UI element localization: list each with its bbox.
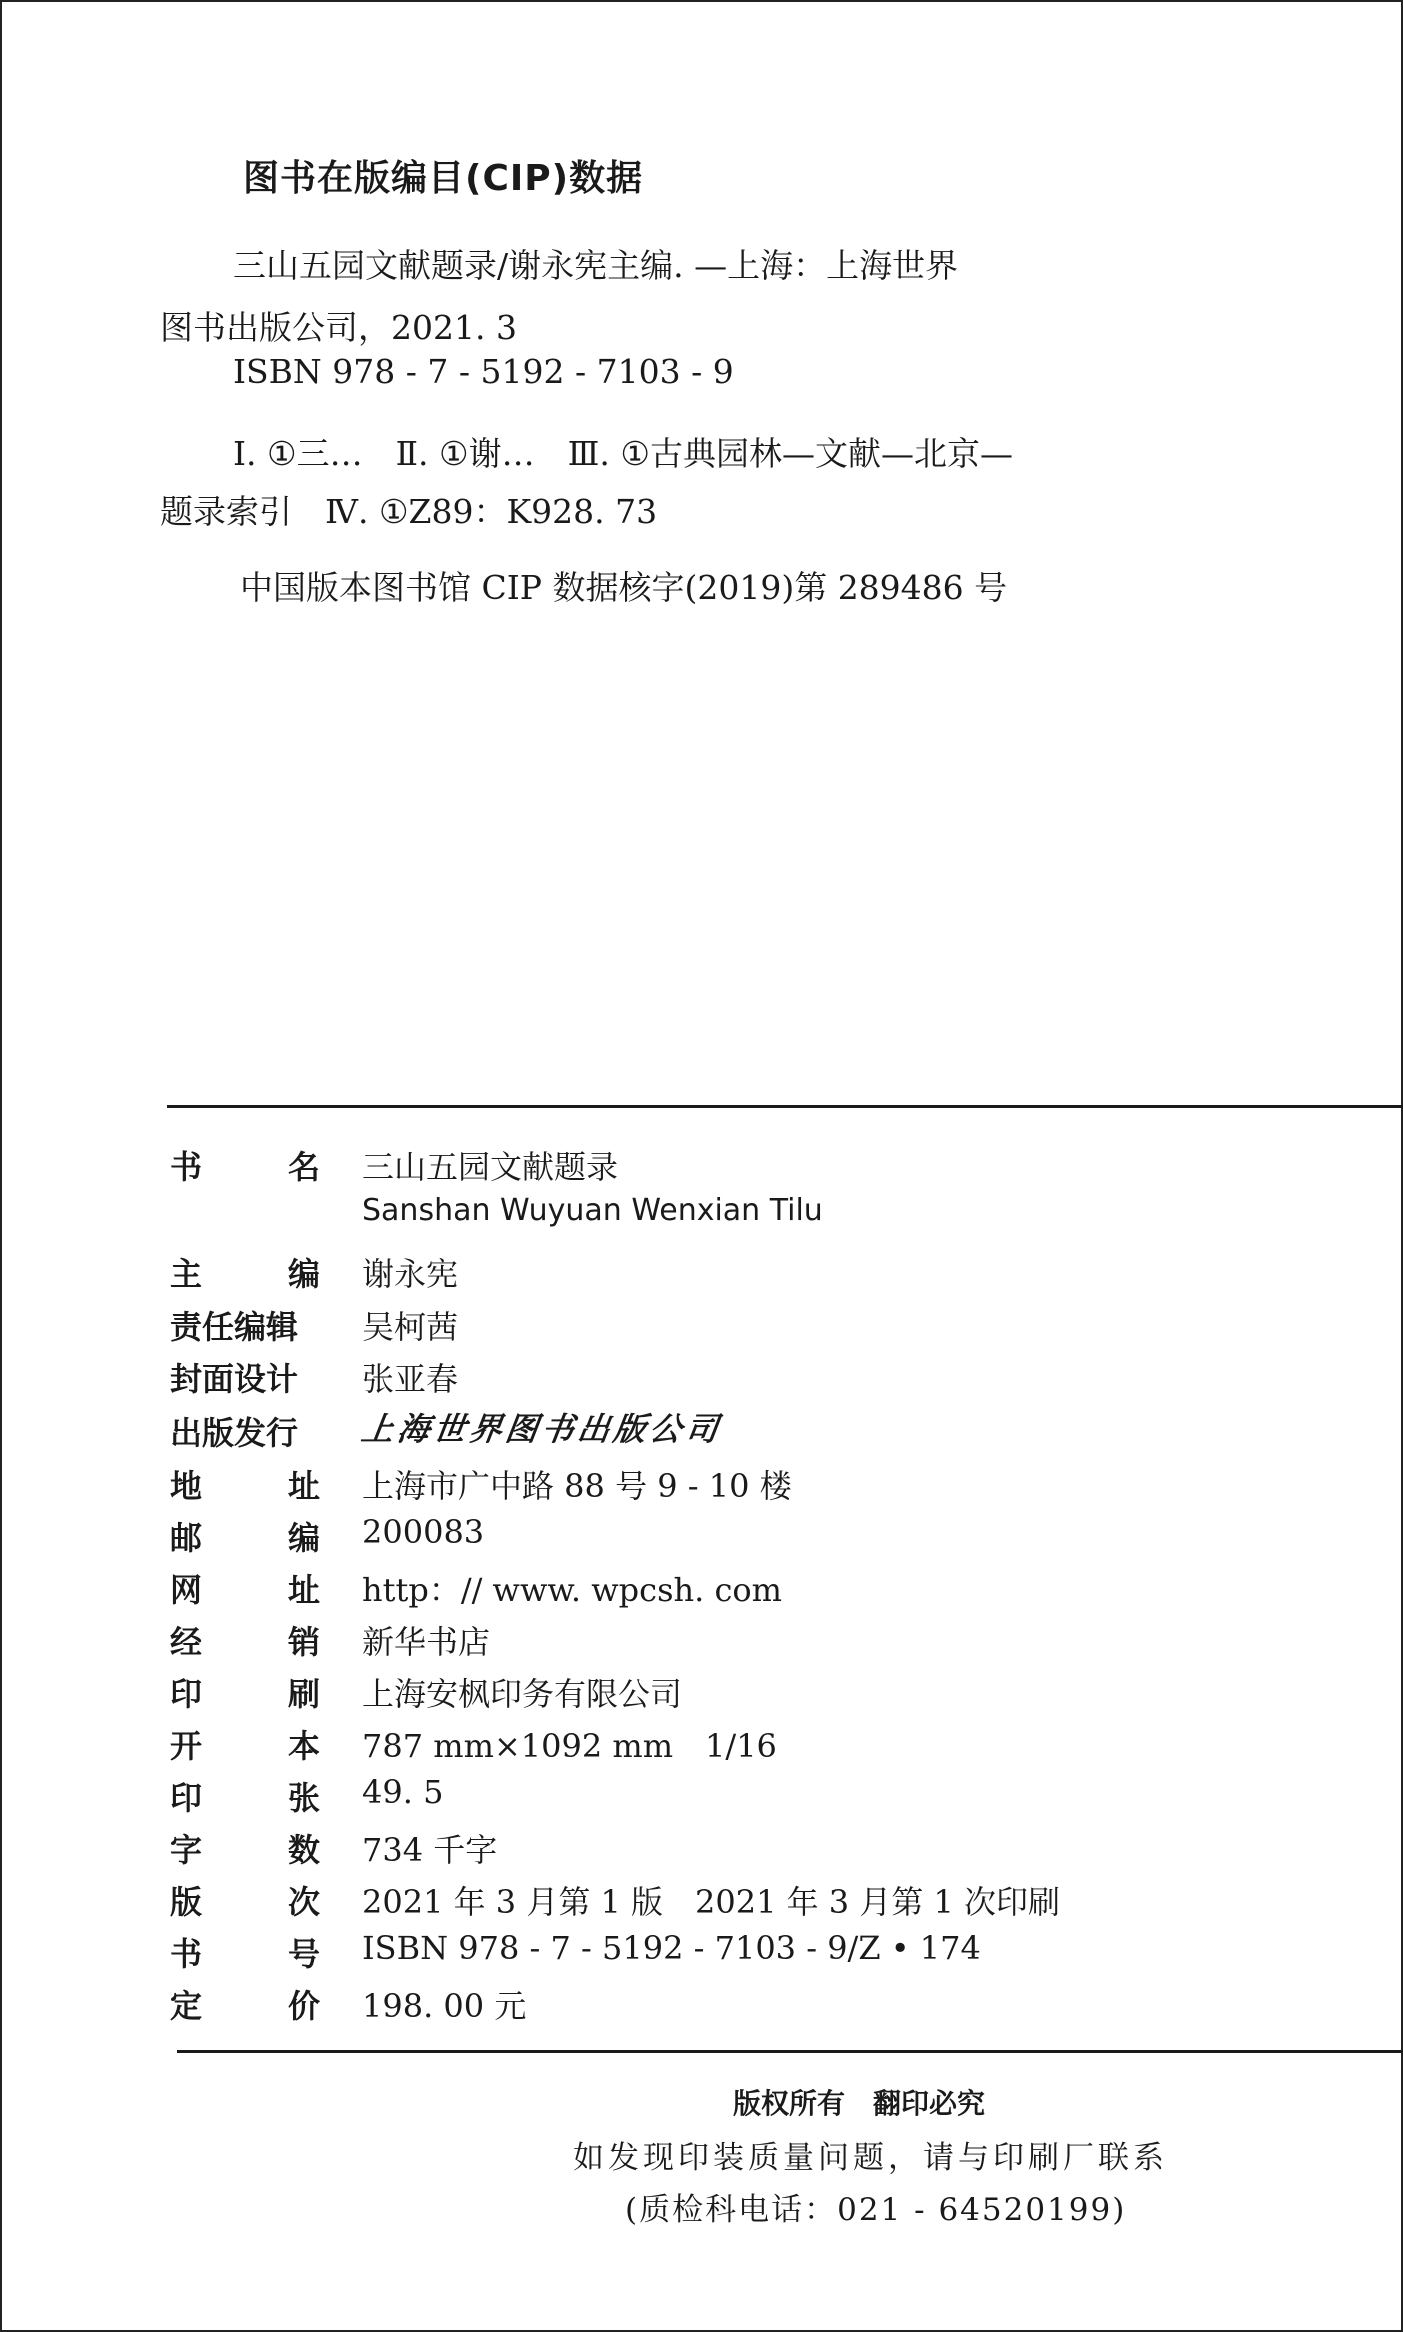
value-sheets: 49. 5: [362, 1773, 444, 1811]
value-printer: 上海安枫印务有限公司: [362, 1675, 683, 1713]
value-title: 三山五园文献题录: [362, 1148, 619, 1186]
value-website: http：// www. wpcsh. com: [362, 1571, 782, 1609]
value-editor: 谢永宪: [362, 1255, 459, 1293]
label-sheets: 印 张: [170, 1779, 320, 1817]
value-cover-design: 张亚春: [362, 1360, 459, 1398]
value-distributor: 新华书店: [362, 1623, 491, 1661]
label-address: 地 址: [170, 1467, 320, 1505]
value-word-count: 734 千字: [362, 1831, 498, 1869]
bottom-rule: [177, 2050, 1403, 2053]
label-postcode: 邮 编: [170, 1519, 320, 1557]
cip-title: 图书在版编目(CIP)数据: [243, 158, 644, 199]
value-price: 198. 00 元: [362, 1987, 527, 2025]
quality-phone: (质检科电话：021 - 64520199): [625, 2192, 1127, 2228]
label-edition: 版 次: [170, 1883, 320, 1921]
value-responsible-editor: 吴柯茜: [362, 1308, 459, 1346]
cip-line-5: 题录索引 Ⅳ. ①Z89：K928. 73: [160, 492, 658, 531]
label-website: 网 址: [170, 1571, 320, 1609]
label-editor: 主 编: [170, 1255, 320, 1293]
cip-line-4: Ⅰ. ①三… Ⅱ. ①谢… Ⅲ. ①古典园林—文献—北京—: [233, 434, 1013, 473]
label-cover-design: 封面设计: [170, 1360, 299, 1398]
value-format: 787 mm×1092 mm 1/16: [362, 1727, 777, 1765]
quality-notice: 如发现印装质量问题，请与印刷厂联系: [573, 2140, 1168, 2176]
cip-line-2: 图书出版公司，2021. 3: [160, 308, 517, 347]
value-publisher: [359, 1404, 725, 1450]
value-book-number: ISBN 978 - 7 - 5192 - 7103 - 9/Z • 174: [362, 1929, 981, 1967]
top-rule: [167, 1105, 1403, 1108]
label-publisher: 出版发行: [170, 1414, 299, 1452]
cip-line-6: 中国版本图书馆 CIP 数据核字(2019)第 289486 号: [240, 568, 1008, 607]
value-postcode: 200083: [362, 1513, 485, 1551]
label-responsible-editor: 责任编辑: [170, 1308, 299, 1346]
value-edition: 2021 年 3 月第 1 版 2021 年 3 月第 1 次印刷: [362, 1883, 1061, 1921]
label-distributor: 经 销: [170, 1623, 320, 1661]
cip-line-3: ISBN 978 - 7 - 5192 - 7103 - 9: [233, 352, 734, 391]
label-printer: 印 刷: [170, 1675, 320, 1713]
label-title: 书 名: [170, 1148, 320, 1186]
label-format: 开 本: [170, 1727, 320, 1765]
value-address: 上海市广中路 88 号 9 - 10 楼: [362, 1467, 792, 1505]
cip-line-1: 三山五园文献题录/谢永宪主编. —上海：上海世界: [233, 246, 959, 285]
label-price: 定 价: [170, 1987, 320, 2025]
value-title-pinyin: Sanshan Wuyuan Wenxian Tilu: [362, 1193, 823, 1228]
copyright-notice: 版权所有 翻印必究: [733, 2087, 986, 2120]
label-book-number: 书 号: [170, 1935, 320, 1973]
label-word-count: 字 数: [170, 1831, 320, 1869]
publisher-calligraphy-logo: 上海世界图书出版公司: [359, 1410, 725, 1448]
